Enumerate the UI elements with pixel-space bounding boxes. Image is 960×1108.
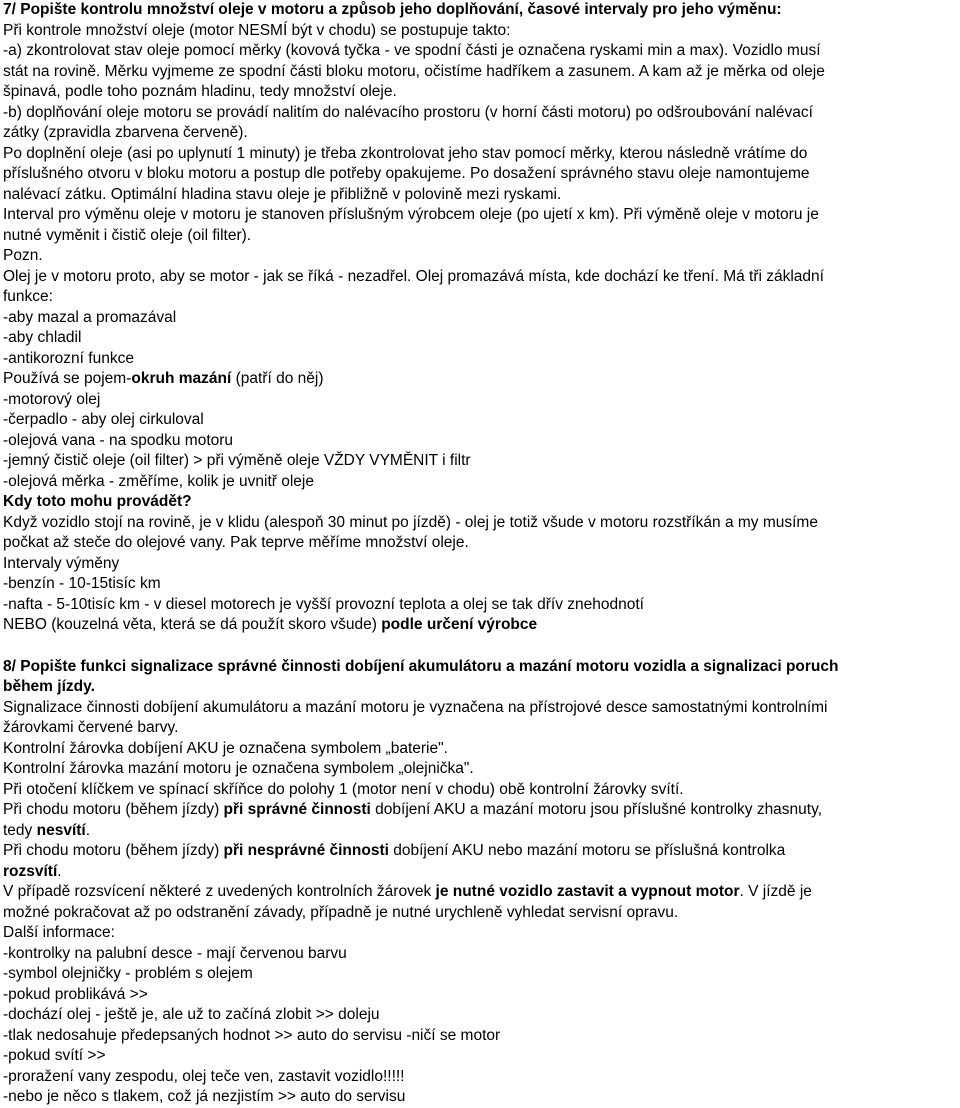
question-8-heading [3,657,958,698]
text-run: -antikorozní funkce [3,349,134,367]
text-run: -aby chladil [3,329,82,346]
text-line [3,985,958,1006]
text-run: -olejová měrka - změříme, kolik je uvnitř oleje [3,472,314,490]
text-run: funkce: [3,288,53,305]
text-line [3,964,958,985]
text-run: . V jízdě je [739,883,812,900]
text-line [3,123,958,144]
text-run: stát na rovině. Měrku vyjmeme ze spodní části bloku motoru, očistíme hadříkem a zasunem. A kam až je měrka od oleje [3,62,825,80]
text-line [3,903,958,924]
text-line [3,821,958,842]
heading-line: 7/ Popište kontrolu množství oleje v motoru a způsob jeho doplňování, časové intervaly pro jeho výměnu: [3,1,782,18]
text-line [3,62,958,83]
text-line [3,308,958,329]
text-line [3,287,958,308]
text-line [3,1087,958,1108]
text-run: Při chodu motoru (během jízdy) [3,801,224,818]
text-line [3,882,958,903]
heading-line: během jízdy. [3,678,95,695]
text-line [3,246,958,267]
text-run: Používá se pojem- [3,370,132,387]
text-line [3,21,958,42]
text-run: -tlak nedosahuje předepsaných hodnot >> auto do servisu -ničí se motor [3,1026,501,1044]
text-line [3,328,958,349]
text-run: Kontrolní žárovka dobíjení AKU je označena symbolem „baterie". [3,739,448,757]
text-run: Intervaly výměny [3,554,120,572]
text-run: -nafta - 5-10tisíc km - v diesel motorech je vyšší provozní teplota a olej se tak dřív znehodnotí [3,595,644,613]
bold-text: při správné činnosti [223,801,371,818]
text-run: -olejová vana - na spodku motoru [3,431,234,449]
text-line [3,410,958,431]
text-run: Kontrolní žárovka mazání motoru je označena symbolem „olejnička". [3,760,474,777]
text-line [3,698,958,719]
text-run: nalévací zátku. Optimální hladina stavu oleje je přibližně v polovině mezi ryskami. [3,185,562,203]
text-run: -a) zkontrolovat stav oleje pomocí měrky (kovová tyčka - ve spodní části je označena ryskami min a max). Vozidlo musí [3,42,821,59]
text-run: . [85,821,91,839]
text-line [3,226,958,247]
text-line [3,1026,958,1047]
text-line [3,780,958,801]
text-line [3,431,958,452]
text-line [3,1005,958,1026]
text-run: -nebo je něco s tlakem, což já nezjistím >> auto do servisu [3,1088,406,1105]
text-line [3,574,958,595]
text-run: Když vozidlo stojí na rovině, je v klidu (alespoň 30 minut po jízdě) - olej je totiž všude v motoru rozstříkán a my musíme [3,513,818,531]
text-line [3,451,958,472]
text-line [3,944,958,965]
text-line [3,533,958,554]
text-line [3,739,958,760]
text-run: NEBO (kouzelná věta, která se dá použít skoro všude) [3,616,382,633]
text-line [3,41,958,62]
question-7-answer [3,21,958,636]
text-run: Olej je v motoru proto, aby se motor - jak se říká - nezadřel. Olej promazává místa, kde dochází ke tření. Má tři základní [3,267,824,285]
text-line [3,1067,958,1088]
text-run: dobíjení AKU a mazání motoru jsou příslušné kontrolky zhasnuty, [370,801,823,818]
text-run: zátky (zpravidla zbarvena červeně). [3,124,248,141]
text-line [3,513,958,534]
text-run: . [57,862,62,880]
text-run: -dochází olej - ještě je, ale už to začíná zlobit >> doleju [3,1006,380,1023]
text-line [3,862,958,883]
text-run: -čerpadlo - aby olej cirkuloval [3,411,204,428]
text-run: -aby mazal a promazával [3,308,177,326]
text-line [3,103,958,124]
text-run: tedy [3,821,37,839]
text-line [3,759,958,780]
bold-text: Kdy toto mohu provádět? [3,493,192,510]
document-page [3,0,958,1108]
text-run: -pokud svítí >> [3,1047,106,1064]
text-run: Při chodu motoru (během jízdy) [3,842,224,859]
bold-text: podle určení výrobce [381,616,538,633]
text-line [3,492,958,513]
text-line [3,164,958,185]
text-line [3,595,958,616]
text-run: příslušného otvoru v bloku motoru a postup dle potřeby opakujeme. Po dosažení správného stavu oleje namontujeme [3,165,810,182]
section-question-7 [3,0,958,636]
text-line [3,800,958,821]
text-line [3,369,958,390]
text-run: -proražení vany zespodu, olej teče ven, zastavit vozidlo!!!!! [3,1067,405,1085]
text-run: špinavá, podle toho poznám hladinu, tedy množství oleje. [3,83,397,100]
text-line [3,923,958,944]
text-run: možné pokračovat až po odstranění závady, případně je nutné urychleně vyhledat servisní opravu. [3,903,679,921]
text-run: -jemný čistič oleje (oil filter) > při výměně oleje VŽDY VYMĚNIT i filtr [3,452,471,469]
text-run: Po doplnění oleje (asi po uplynutí 1 minuty) je třeba zkontrolovat jeho stav pomocí měrky, kterou následně vrátíme do [3,144,808,162]
bold-text: rozsvítí [3,862,58,880]
text-run: Při otočení klíčkem ve spínací skříňce do polohy 1 (motor není v chodu) obě kontrolní žárovky svítí. [3,780,684,798]
text-line [3,554,958,575]
text-run: (patří do něj) [231,370,324,387]
text-line [3,349,958,370]
text-run: V případě rozsvícení některé z uvedených kontrolních žárovek [3,883,436,900]
text-line [3,472,958,493]
text-run: -pokud problikává >> [3,985,148,1003]
text-run: -symbol olejničky - problém s olejem [3,965,253,982]
text-run: žárovkami červené barvy. [3,719,179,736]
text-run: nutné vyměnit i čistič oleje (oil filter). [3,226,252,244]
text-line [3,144,958,165]
text-run: -benzín - 10-15tisíc km [3,575,161,592]
text-line [3,390,958,411]
bold-text: okruh mazání [131,370,232,387]
text-line [3,1046,958,1067]
bold-text: při nesprávné činnosti [223,842,389,859]
text-run: počkat až steče do olejové vany. Pak teprve měříme množství oleje. [3,534,469,551]
text-line [3,718,958,739]
text-line [3,205,958,226]
text-run: dobíjení AKU nebo mazání motoru se příslušná kontrolka [388,842,786,859]
bold-text: je nutné vozidlo zastavit a vypnout motor [435,883,740,900]
text-line [3,841,958,862]
bold-text: nesvítí [36,821,86,839]
text-run: -b) doplňování oleje motoru se provádí nalitím do nalévacího prostoru (v horní části motoru) po odšroubování nalévací [3,103,813,121]
text-run: -motorový olej [3,390,101,408]
text-line [3,82,958,103]
text-line [3,185,958,206]
text-run: -kontrolky na palubní desce - mají červenou barvu [3,944,347,962]
section-spacer [3,636,958,657]
question-7-heading [3,0,958,21]
text-run: Interval pro výměnu oleje v motoru je stanoven příslušným výrobcem oleje (po ujetí x km). Při výměně oleje v motoru je [3,206,819,223]
text-run: Signalizace činnosti dobíjení akumulátoru a mazání motoru je vyznačena na přístrojové desce samostatnými kontrolními [3,698,828,716]
text-run: Pozn. [3,247,43,264]
text-line [3,615,958,636]
section-question-8 [3,657,958,1108]
text-line [3,267,958,288]
text-run: Při kontrole množství oleje (motor NESMÍ být v chodu) se postupuje takto: [3,21,511,39]
question-8-answer [3,698,958,1108]
heading-line: 8/ Popište funkci signalizace správné činnosti dobíjení akumulátoru a mazání motoru vozidla a signalizaci poruch [3,657,839,675]
text-run: Další informace: [3,924,115,941]
